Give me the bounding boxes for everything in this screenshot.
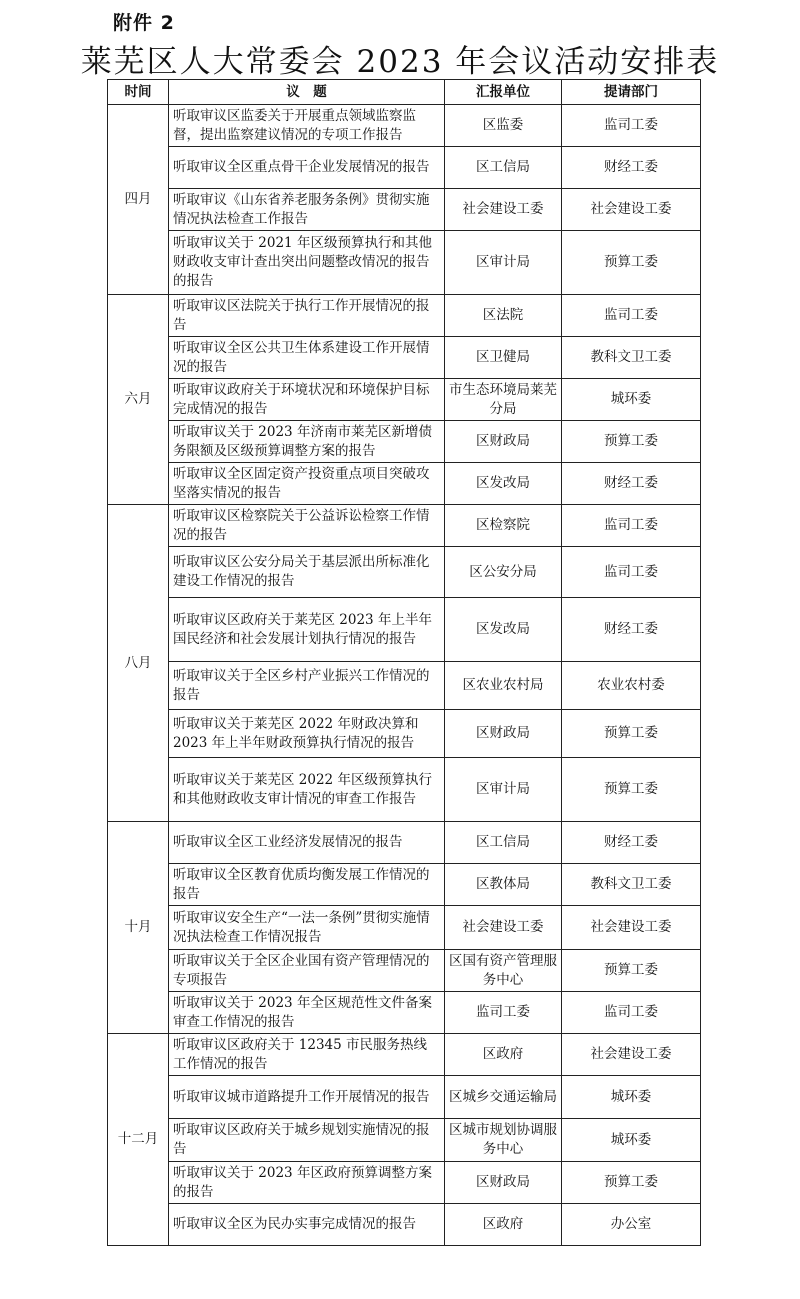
- table-row: [108, 906, 701, 950]
- table-header-row: [108, 80, 701, 105]
- dept-cell: 社会建设工委: [562, 189, 701, 231]
- dept-cell: 财经工委: [562, 147, 701, 189]
- dept-cell: 财经工委: [562, 822, 701, 864]
- table-row: [108, 662, 701, 710]
- table-row: [108, 463, 701, 505]
- table-row: [108, 1204, 701, 1246]
- dept-cell: 城环委: [562, 1119, 701, 1162]
- dept-cell: 监司工委: [562, 992, 701, 1034]
- topic-cell: 听取审议关于 2023 年区政府预算调整方案的报告: [169, 1162, 445, 1204]
- unit-cell: 区审计局: [445, 231, 562, 295]
- dept-cell: 财经工委: [562, 463, 701, 505]
- topic-cell: 听取审议全区重点骨干企业发展情况的报告: [169, 147, 445, 189]
- unit-cell: 区城市规划协调服务中心: [445, 1119, 562, 1162]
- unit-cell: 区工信局: [445, 822, 562, 864]
- unit-cell: 社会建设工委: [445, 906, 562, 950]
- dept-cell: 财经工委: [562, 598, 701, 662]
- table-row: [108, 547, 701, 598]
- table-row: [108, 950, 701, 992]
- header-dept: 提请部门: [562, 80, 701, 105]
- topic-cell: 听取审议区公安分局关于基层派出所标准化建设工作情况的报告: [169, 547, 445, 598]
- table-row: [108, 1119, 701, 1162]
- table-row: [108, 1076, 701, 1119]
- table-row: [108, 421, 701, 463]
- topic-cell: 听取审议《山东省养老服务条例》贯彻实施情况执法检查工作报告: [169, 189, 445, 231]
- unit-cell: 市生态环境局莱芜分局: [445, 379, 562, 421]
- month-cell: 四月: [108, 105, 169, 295]
- topic-cell: 听取审议区检察院关于公益诉讼检察工作情况的报告: [169, 505, 445, 547]
- topic-cell: 听取审议全区教育优质均衡发展工作情况的报告: [169, 864, 445, 906]
- dept-cell: 预算工委: [562, 1162, 701, 1204]
- header-unit: 汇报单位: [445, 80, 562, 105]
- dept-cell: 监司工委: [562, 505, 701, 547]
- month-cell: 十月: [108, 822, 169, 1034]
- unit-cell: 区工信局: [445, 147, 562, 189]
- unit-cell: 区法院: [445, 295, 562, 337]
- topic-cell: 听取审议全区固定资产投资重点项目突破攻坚落实情况的报告: [169, 463, 445, 505]
- table-row: [108, 337, 701, 379]
- schedule-table: [107, 79, 701, 1246]
- topic-cell: 听取审议政府关于环境状况和环境保护目标完成情况的报告: [169, 379, 445, 421]
- unit-cell: 区发改局: [445, 463, 562, 505]
- unit-cell: 社会建设工委: [445, 189, 562, 231]
- unit-cell: 区政府: [445, 1204, 562, 1246]
- table-row: [108, 147, 701, 189]
- topic-cell: 听取审议区监委关于开展重点领域监察监督，提出监察建议情况的专项工作报告: [169, 105, 445, 147]
- unit-cell: 区政府: [445, 1034, 562, 1076]
- table-row: [108, 710, 701, 758]
- topic-cell: 听取审议关于莱芜区 2022 年财政决算和 2023 年上半年财政预算执行情况的报告: [169, 710, 445, 758]
- dept-cell: 社会建设工委: [562, 1034, 701, 1076]
- table-row: [108, 992, 701, 1034]
- header-topic: 议 题: [169, 80, 445, 105]
- unit-cell: 区审计局: [445, 758, 562, 822]
- dept-cell: 预算工委: [562, 950, 701, 992]
- unit-cell: 区国有资产管理服务中心: [445, 950, 562, 992]
- table-row: [108, 379, 701, 421]
- topic-cell: 听取审议区政府关于莱芜区 2023 年上半年国民经济和社会发展计划执行情况的报告: [169, 598, 445, 662]
- dept-cell: 监司工委: [562, 105, 701, 147]
- table-row: [108, 1034, 701, 1076]
- dept-cell: 监司工委: [562, 295, 701, 337]
- topic-cell: 听取审议区政府关于城乡规划实施情况的报告: [169, 1119, 445, 1162]
- unit-cell: 区农业农村局: [445, 662, 562, 710]
- unit-cell: 区财政局: [445, 421, 562, 463]
- month-cell: 六月: [108, 295, 169, 505]
- table-row: [108, 1162, 701, 1204]
- topic-cell: 听取审议关于 2023 年济南市莱芜区新增债务限额及区级预算调整方案的报告: [169, 421, 445, 463]
- unit-cell: 区公安分局: [445, 547, 562, 598]
- topic-cell: 听取审议关于 2021 年区级预算执行和其他财政收支审计查出突出问题整改情况的报告的报告: [169, 231, 445, 295]
- topic-cell: 听取审议安全生产“一法一条例”贯彻实施情况执法检查工作情况报告: [169, 906, 445, 950]
- topic-cell: 听取审议关于莱芜区 2022 年区级预算执行和其他财政收支审计情况的审查工作报告: [169, 758, 445, 822]
- table-row: [108, 864, 701, 906]
- dept-cell: 预算工委: [562, 231, 701, 295]
- table-row: [108, 598, 701, 662]
- unit-cell: 区监委: [445, 105, 562, 147]
- table-row: [108, 295, 701, 337]
- unit-cell: 区教体局: [445, 864, 562, 906]
- table-row: [108, 758, 701, 822]
- topic-cell: 听取审议关于全区企业国有资产管理情况的专项报告: [169, 950, 445, 992]
- header-time: 时间: [108, 80, 169, 105]
- unit-cell: 区卫健局: [445, 337, 562, 379]
- month-cell: 八月: [108, 505, 169, 822]
- unit-cell: 区发改局: [445, 598, 562, 662]
- dept-cell: 农业农村委: [562, 662, 701, 710]
- unit-cell: 区财政局: [445, 710, 562, 758]
- topic-cell: 听取审议全区公共卫生体系建设工作开展情况的报告: [169, 337, 445, 379]
- dept-cell: 社会建设工委: [562, 906, 701, 950]
- table-body: [108, 105, 701, 1246]
- page-title: 莱芜区人大常委会 2023 年会议活动安排表: [80, 44, 720, 80]
- dept-cell: 城环委: [562, 379, 701, 421]
- dept-cell: 教科文卫工委: [562, 337, 701, 379]
- dept-cell: 城环委: [562, 1076, 701, 1119]
- topic-cell: 听取审议全区工业经济发展情况的报告: [169, 822, 445, 864]
- dept-cell: 教科文卫工委: [562, 864, 701, 906]
- topic-cell: 听取审议全区为民办实事完成情况的报告: [169, 1204, 445, 1246]
- unit-cell: 区城乡交通运输局: [445, 1076, 562, 1119]
- month-cell: 十二月: [108, 1034, 169, 1246]
- table-row: [108, 105, 701, 147]
- topic-cell: 听取审议关于 2023 年全区规范性文件备案审查工作情况的报告: [169, 992, 445, 1034]
- topic-cell: 听取审议城市道路提升工作开展情况的报告: [169, 1076, 445, 1119]
- table-row: [108, 231, 701, 295]
- unit-cell: 区检察院: [445, 505, 562, 547]
- table-row: [108, 822, 701, 864]
- topic-cell: 听取审议关于全区乡村产业振兴工作情况的报告: [169, 662, 445, 710]
- dept-cell: 预算工委: [562, 758, 701, 822]
- unit-cell: 区财政局: [445, 1162, 562, 1204]
- table-row: [108, 189, 701, 231]
- attachment-label: 附件 2: [113, 12, 175, 34]
- topic-cell: 听取审议区法院关于执行工作开展情况的报告: [169, 295, 445, 337]
- table-row: [108, 505, 701, 547]
- dept-cell: 预算工委: [562, 710, 701, 758]
- unit-cell: 监司工委: [445, 992, 562, 1034]
- topic-cell: 听取审议区政府关于 12345 市民服务热线工作情况的报告: [169, 1034, 445, 1076]
- dept-cell: 预算工委: [562, 421, 701, 463]
- dept-cell: 监司工委: [562, 547, 701, 598]
- dept-cell: 办公室: [562, 1204, 701, 1246]
